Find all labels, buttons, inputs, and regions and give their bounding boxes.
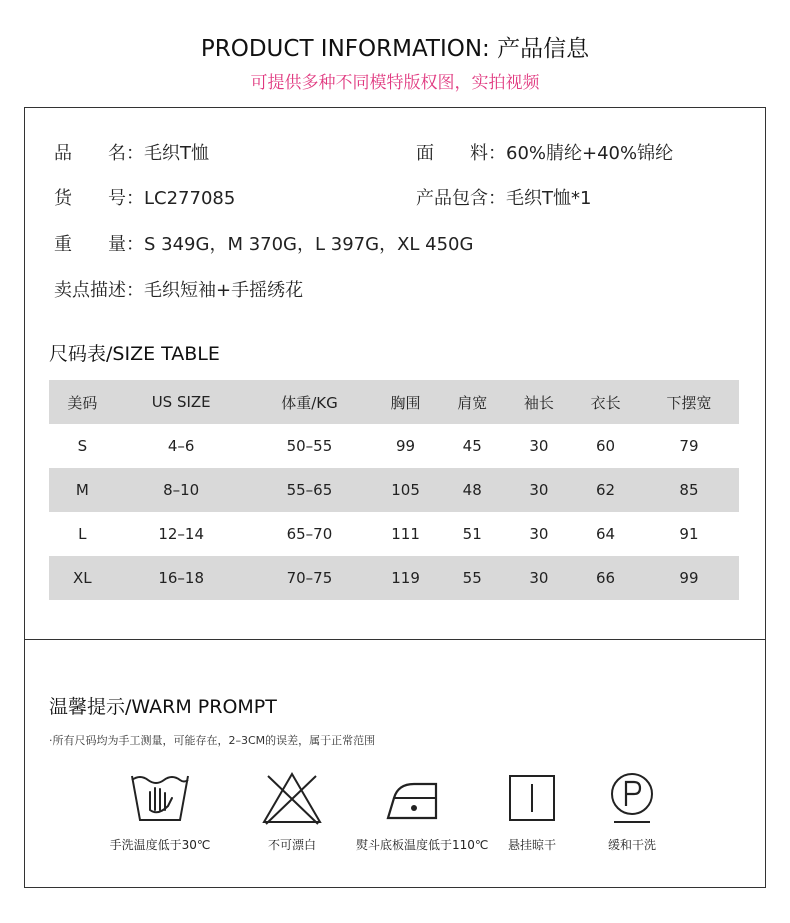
measurement-note: ·所有尺码均为手工测量，可能存在，2–3CM的误差，属于正常范围 — [49, 734, 376, 747]
line-dry-icon — [500, 770, 564, 826]
table-cell: 99 — [396, 437, 416, 455]
size-table — [49, 380, 739, 600]
col-header: 肩宽 — [457, 393, 488, 412]
table-cell: 45 — [462, 437, 482, 455]
table-cell: 66 — [596, 569, 616, 587]
care-label: 熨斗底板温度低于110℃ — [356, 838, 489, 852]
info-contents — [416, 184, 591, 210]
table-cell: XL — [73, 569, 92, 587]
table-cell: 70–75 — [286, 569, 333, 587]
no-bleach-icon — [260, 770, 324, 826]
care-label: 悬挂晾干 — [507, 838, 556, 852]
info-weight — [54, 230, 473, 256]
table-cell: 62 — [596, 481, 616, 499]
info-sku-value: LC277085 — [144, 188, 236, 209]
table-cell: 111 — [391, 525, 420, 543]
table-cell: 79 — [679, 437, 699, 455]
table-cell: 119 — [391, 569, 420, 587]
info-sku — [54, 184, 235, 210]
info-weight-value: S 349G，M 370G，L 397G，XL 450G — [144, 234, 474, 255]
hand-wash-icon — [128, 770, 192, 826]
col-header: 下摆宽 — [666, 393, 712, 412]
table-cell: 16–18 — [158, 569, 205, 587]
info-fabric — [416, 139, 673, 165]
info-name — [54, 139, 209, 165]
table-cell: 64 — [596, 525, 616, 543]
info-name-label: 品 名： — [54, 143, 144, 164]
table-cell: 105 — [391, 481, 420, 499]
table-cell: 30 — [529, 437, 549, 455]
info-name-value: 毛织T恤 — [144, 143, 209, 164]
warm-prompt-title: 温馨提示/WARM PROMPT — [49, 696, 277, 718]
page-subtitle: 可提供多种不同模特版权图，实拍视频 — [250, 73, 540, 93]
table-cell: L — [78, 525, 87, 543]
info-selling-value: 毛织短袖+手摇绣花 — [144, 280, 304, 301]
care-item-no-bleach — [232, 770, 352, 853]
info-contents-value: 毛织T恤*1 — [506, 188, 592, 209]
care-item-dry-clean — [572, 770, 692, 853]
table-cell: M — [75, 481, 89, 499]
table-cell: 91 — [679, 525, 699, 543]
col-header: US SIZE — [151, 393, 211, 411]
iron-low-icon — [384, 770, 448, 826]
table-cell: 30 — [529, 481, 549, 499]
table-cell: 55–65 — [286, 481, 333, 499]
table-cell: 8–10 — [163, 481, 200, 499]
table-cell: 30 — [529, 525, 549, 543]
info-sku-label: 货 号： — [54, 188, 144, 209]
care-label: 缓和干洗 — [607, 838, 656, 852]
table-cell: 48 — [462, 481, 482, 499]
size-table-title: 尺码表/SIZE TABLE — [49, 343, 220, 365]
care-item-hand-wash — [100, 770, 220, 853]
table-cell: 50–55 — [286, 437, 333, 455]
table-cell: 4–6 — [167, 437, 195, 455]
care-label: 不可漂白 — [267, 838, 316, 852]
size-table-header-row — [49, 380, 739, 424]
care-item-iron — [356, 770, 489, 853]
table-cell: 65–70 — [286, 525, 333, 543]
table-row — [49, 512, 739, 556]
col-header: 衣长 — [590, 393, 621, 412]
col-header: 体重/KG — [281, 393, 338, 412]
info-selling-points — [54, 276, 303, 302]
col-header: 胸围 — [390, 393, 421, 412]
table-cell: 51 — [462, 525, 482, 543]
info-selling-label: 卖点描述： — [54, 280, 144, 301]
info-weight-label: 重 量： — [54, 234, 144, 255]
table-cell: 85 — [679, 481, 699, 499]
table-row — [49, 424, 739, 468]
table-cell: S — [77, 437, 88, 455]
col-header: 袖长 — [523, 393, 554, 412]
table-cell: 30 — [529, 569, 549, 587]
table-cell: 60 — [596, 437, 616, 455]
info-fabric-label: 面 料： — [416, 143, 506, 164]
table-row — [49, 468, 739, 512]
col-header: 美码 — [67, 393, 98, 412]
page-title: PRODUCT INFORMATION: 产品信息 — [200, 36, 590, 62]
table-cell: 99 — [679, 569, 699, 587]
table-cell: 55 — [462, 569, 482, 587]
info-fabric-value: 60%腈纶+40%锦纶 — [506, 143, 674, 164]
info-contents-label: 产品包含： — [416, 188, 506, 209]
dry-clean-p-icon — [600, 770, 664, 826]
table-row — [49, 556, 739, 600]
care-label: 手洗温度低于30℃ — [109, 838, 211, 852]
table-cell: 12–14 — [158, 525, 205, 543]
